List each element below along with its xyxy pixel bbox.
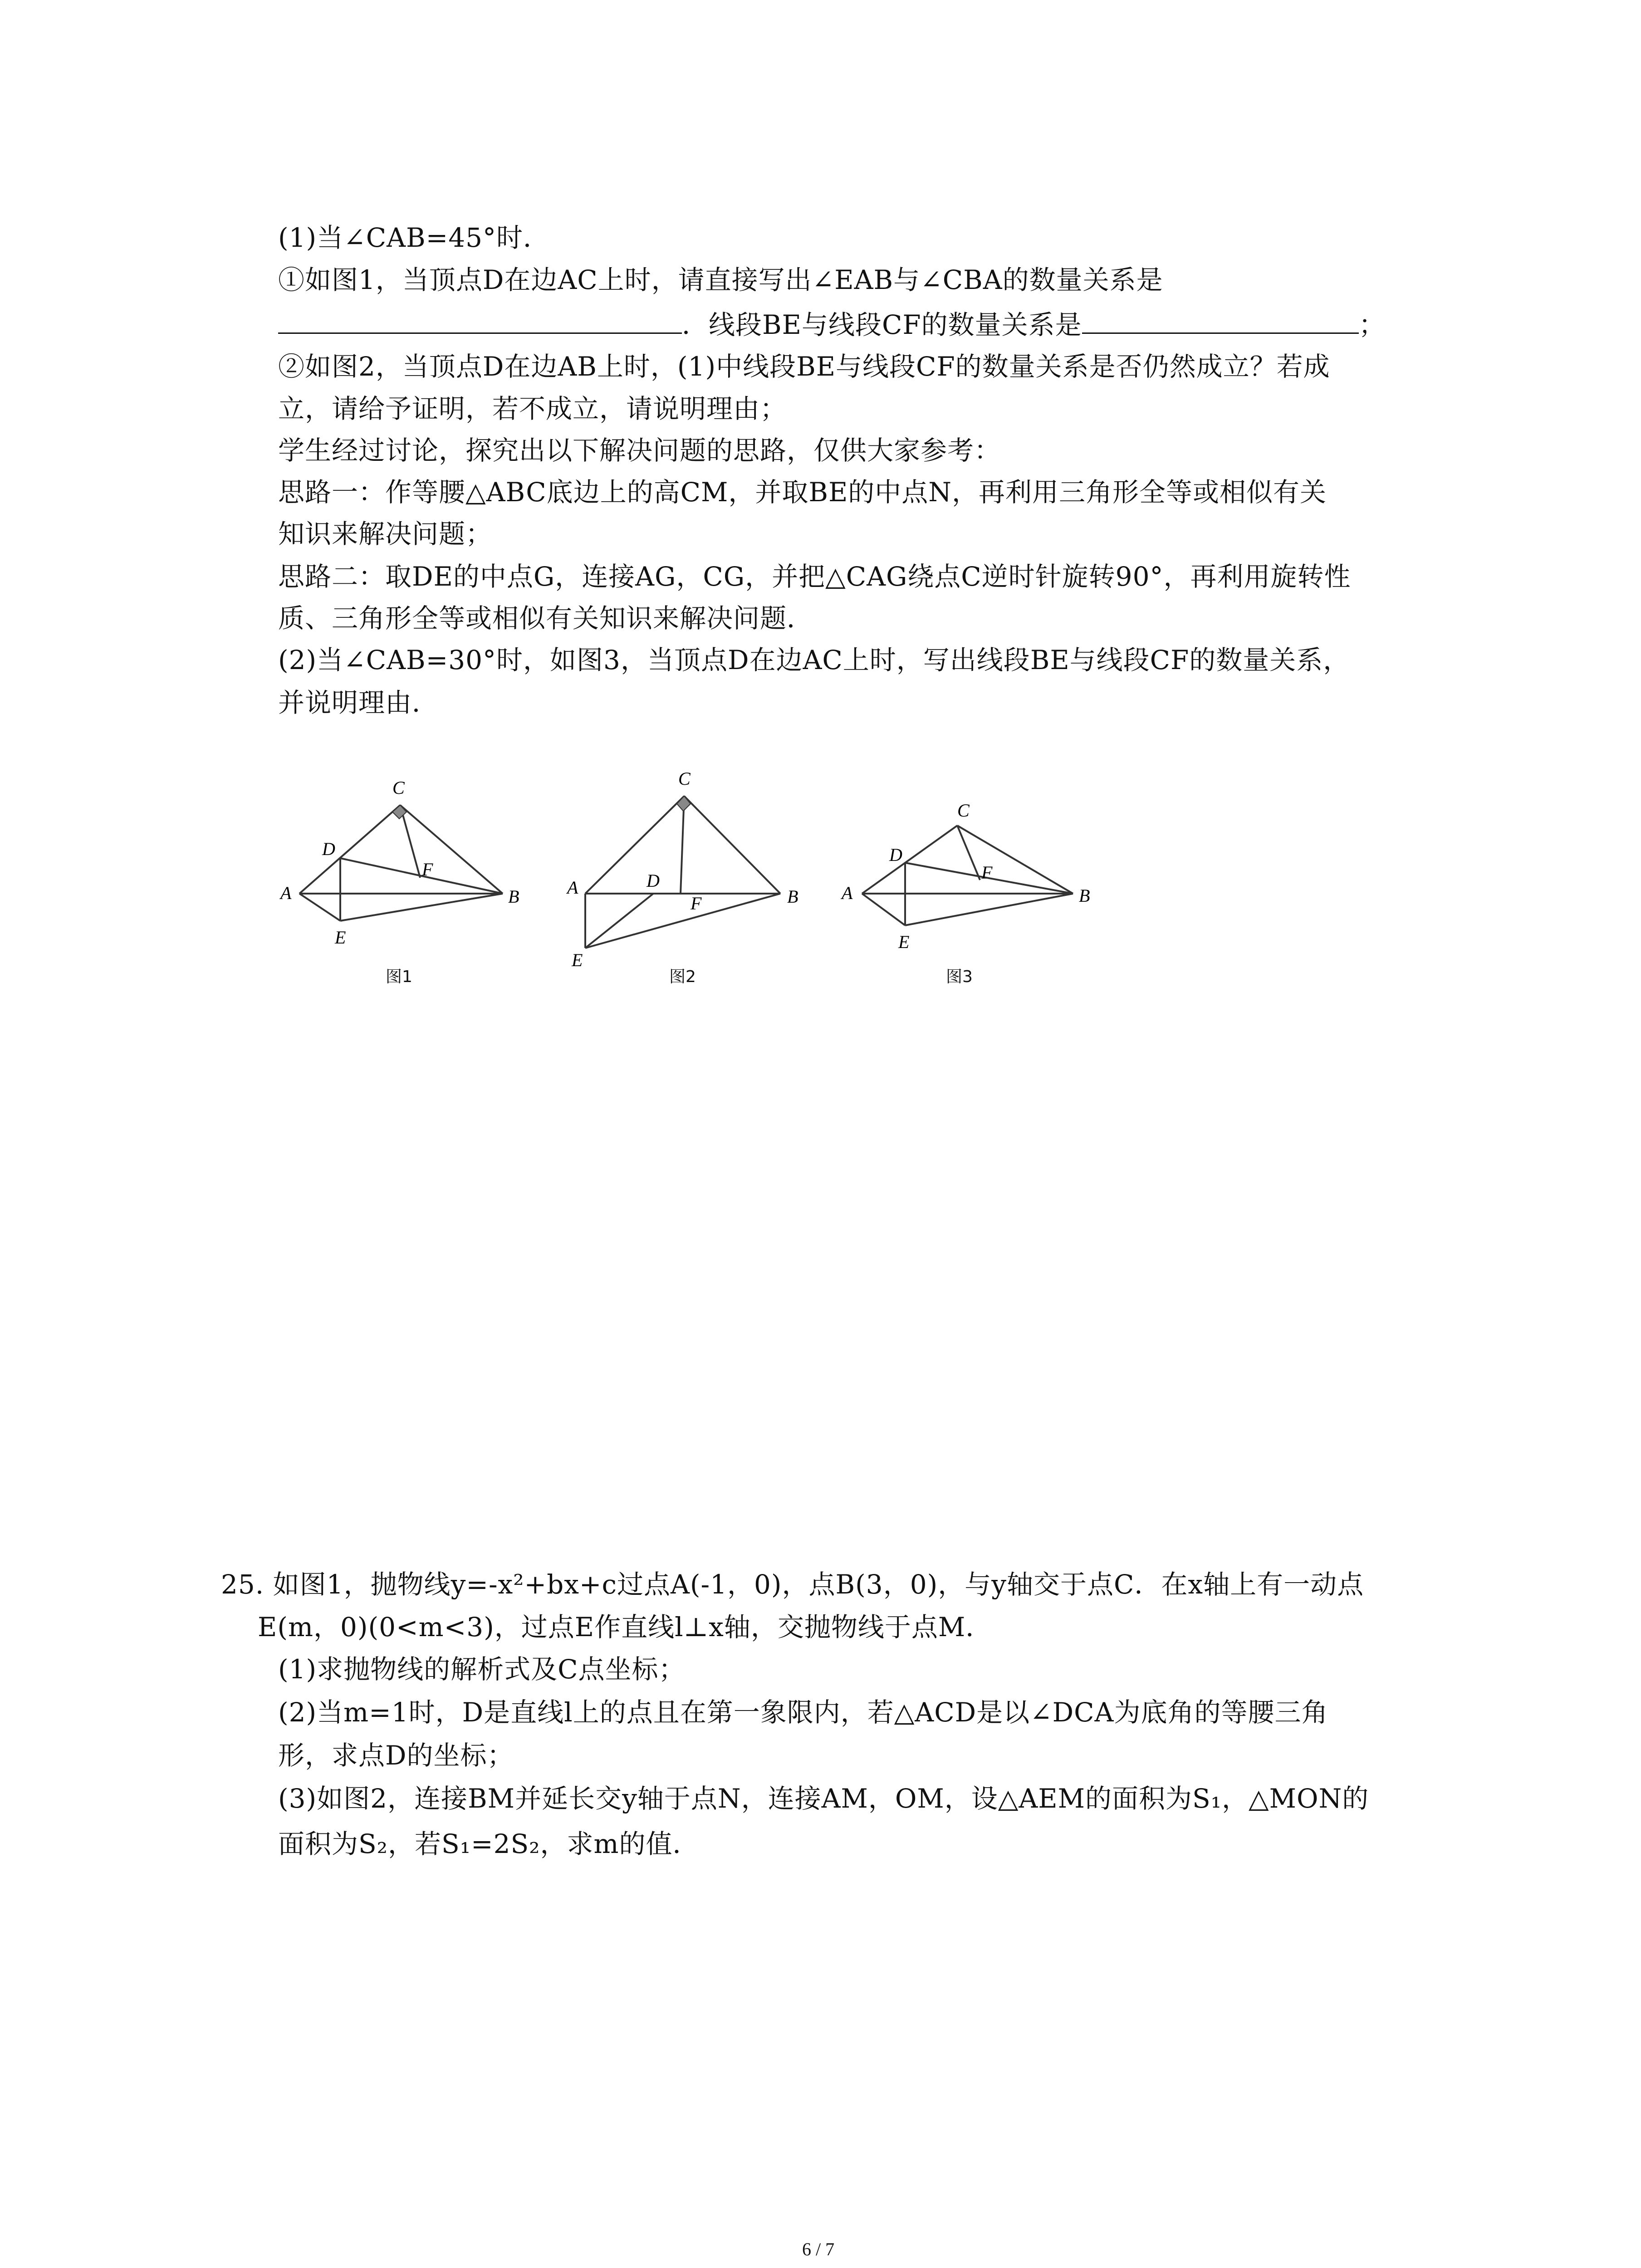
q25-part3: (3)如图2，连接BM并延长交y轴于点N，连接AM，OM，设△AEM的面积为S₁，△MON的 [278, 1783, 1369, 1814]
q24-item1-mid-text: ．线段BE与线段CF的数量关系是 [682, 309, 1082, 340]
q24-idea1-cont: 知识来解决问题； [278, 518, 493, 549]
fig3-caption: 图3 [946, 968, 973, 986]
fig1-label-a: A [280, 883, 292, 903]
page-number: 6 / 7 [802, 2239, 835, 2259]
fig1-caption: 图1 [386, 968, 412, 986]
answer-blank-2[interactable] [1082, 306, 1359, 334]
figure-1 [272, 762, 526, 957]
fig2-label-e: E [572, 950, 583, 970]
figure-2 [558, 762, 812, 971]
fig1-label-f: F [422, 859, 433, 880]
fig2-label-b: B [787, 886, 798, 907]
fig3-label-d: D [889, 845, 902, 865]
q24-idea2-cont: 质、三角形全等或相似有关知识来解决问题． [278, 603, 814, 634]
fig2-label-c: C [678, 768, 691, 789]
fig3-label-a: A [842, 883, 853, 903]
q24-part2-cont: 并说明理由． [278, 687, 439, 718]
fig2-label-f: F [691, 893, 702, 914]
fig3-label-f: F [981, 862, 993, 883]
q24-part1-heading: (1)当∠CAB=45°时． [278, 222, 550, 253]
answer-blank-1[interactable] [278, 306, 682, 334]
fig2-label-d: D [647, 870, 660, 891]
fig2-label-a: A [567, 877, 578, 898]
q24-idea1: 思路一：作等腰△ABC底边上的高CM，并取BE的中点N，再利用三角形全等或相似有关 [278, 477, 1327, 508]
fig3-label-c: C [957, 800, 970, 821]
fig2-caption: 图2 [669, 968, 696, 986]
q25-part1: (1)求抛物线的解析式及C点坐标； [278, 1654, 686, 1685]
q25-stem-cont: E(m，0)(0<m<3)，过点E作直线l⊥x轴，交抛物线于点M． [258, 1612, 993, 1642]
q25-part2-cont: 形，求点D的坐标； [278, 1740, 514, 1771]
q24-discussion: 学生经过讨论，探究出以下解决问题的思路，仅供大家参考： [278, 435, 1001, 466]
q24-item2: ②如图2，当顶点D在边AB上时，(1)中线段BE与线段CF的数量关系是否仍然成立？若成 [278, 351, 1330, 382]
fig1-label-d: D [322, 839, 335, 859]
q24-part2: (2)当∠CAB=30°时，如图3，当顶点D在边AC上时，写出线段BE与线段CF的数量关系， [278, 645, 1350, 675]
q25-part2: (2)当m=1时，D是直线l上的点且在第一象限内，若△ACD是以∠DCA为底角的等腰三角 [278, 1697, 1328, 1728]
q24-item1: ①如图1，当顶点D在边AC上时，请直接写出∠EAB与∠CBA的数量关系是 [278, 264, 1163, 295]
fig3-label-e: E [898, 932, 910, 952]
q24-item2-cont: 立，请给予证明，若不成立，请说明理由； [278, 393, 787, 424]
fig1-label-c: C [392, 777, 405, 798]
fig1-label-b: B [508, 886, 519, 907]
fig3-label-b: B [1079, 885, 1090, 906]
figure-3 [830, 785, 1102, 962]
q25-stem: 25. 如图1，抛物线y=-x²+bx+c过点A(-1，0)，点B(3，0)，与y轴交于点C．在x轴上有一动点 [221, 1569, 1364, 1600]
q25-part3-cont: 面积为S₂，若S₁=2S₂，求m的值． [278, 1828, 700, 1859]
q24-item1-end: ； [1358, 309, 1386, 340]
fig1-label-e: E [335, 927, 346, 948]
q24-idea2: 思路二：取DE的中点G，连接AG，CG，并把△CAG绕点C逆时针旋转90°，再利用旋转性 [278, 561, 1351, 592]
q24-item1-answers [278, 306, 1386, 341]
